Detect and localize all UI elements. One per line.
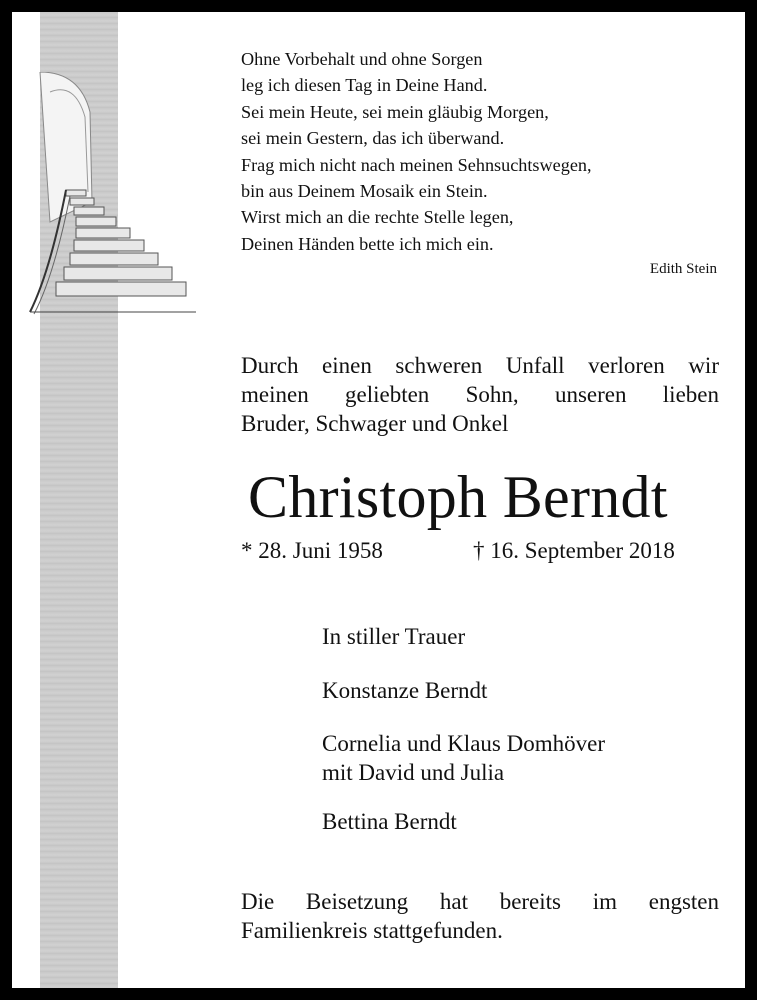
poem-line: leg ich diesen Tag in Deine Hand.	[241, 75, 488, 96]
obituary-card	[12, 12, 745, 988]
mourners-heading: In stiller Trauer	[322, 624, 466, 649]
birth-date: * 28. Juni 1958	[241, 538, 383, 563]
poem-line: bin aus Deinem Mosaik ein Stein.	[241, 181, 488, 202]
poem	[241, 46, 731, 257]
mourner-name: Cornelia und Klaus Domhöver	[322, 731, 605, 756]
staircase-illustration	[20, 72, 200, 322]
burial-line: Familienkreis stattgefunden.	[241, 918, 503, 943]
poem-line: sei mein Gestern, das ich überwand.	[241, 128, 505, 149]
intro-text	[241, 351, 719, 438]
poem-line: Sei mein Heute, sei mein gläubig Morgen,	[241, 101, 549, 122]
mourner-name: mit David und Julia	[322, 760, 505, 785]
deceased-name: Christoph Berndt	[248, 464, 668, 530]
poem-line: Frag mich nicht nach meinen Sehnsuchtswegen,	[241, 154, 592, 175]
burial-line: Die Beisetzung hat bereits im engsten	[241, 889, 719, 914]
mourner-name: Bettina Berndt	[322, 809, 457, 834]
intro-line: Durch einen schweren Unfall verloren wir	[241, 353, 719, 378]
poem-author: Edith Stein	[649, 261, 717, 277]
burial-notice	[241, 887, 719, 945]
poem-line: Wirst mich an die rechte Stelle legen,	[241, 207, 514, 228]
death-date: † 16. September 2018	[473, 538, 675, 563]
poem-line: Deinen Händen bette ich mich ein.	[241, 233, 494, 254]
intro-line: meinen geliebten Sohn, unseren lieben	[241, 382, 719, 407]
poem-line: Ohne Vorbehalt und ohne Sorgen	[241, 49, 483, 69]
intro-line: Bruder, Schwager und Onkel	[241, 411, 509, 436]
mourner-name: Konstanze Berndt	[322, 678, 488, 703]
